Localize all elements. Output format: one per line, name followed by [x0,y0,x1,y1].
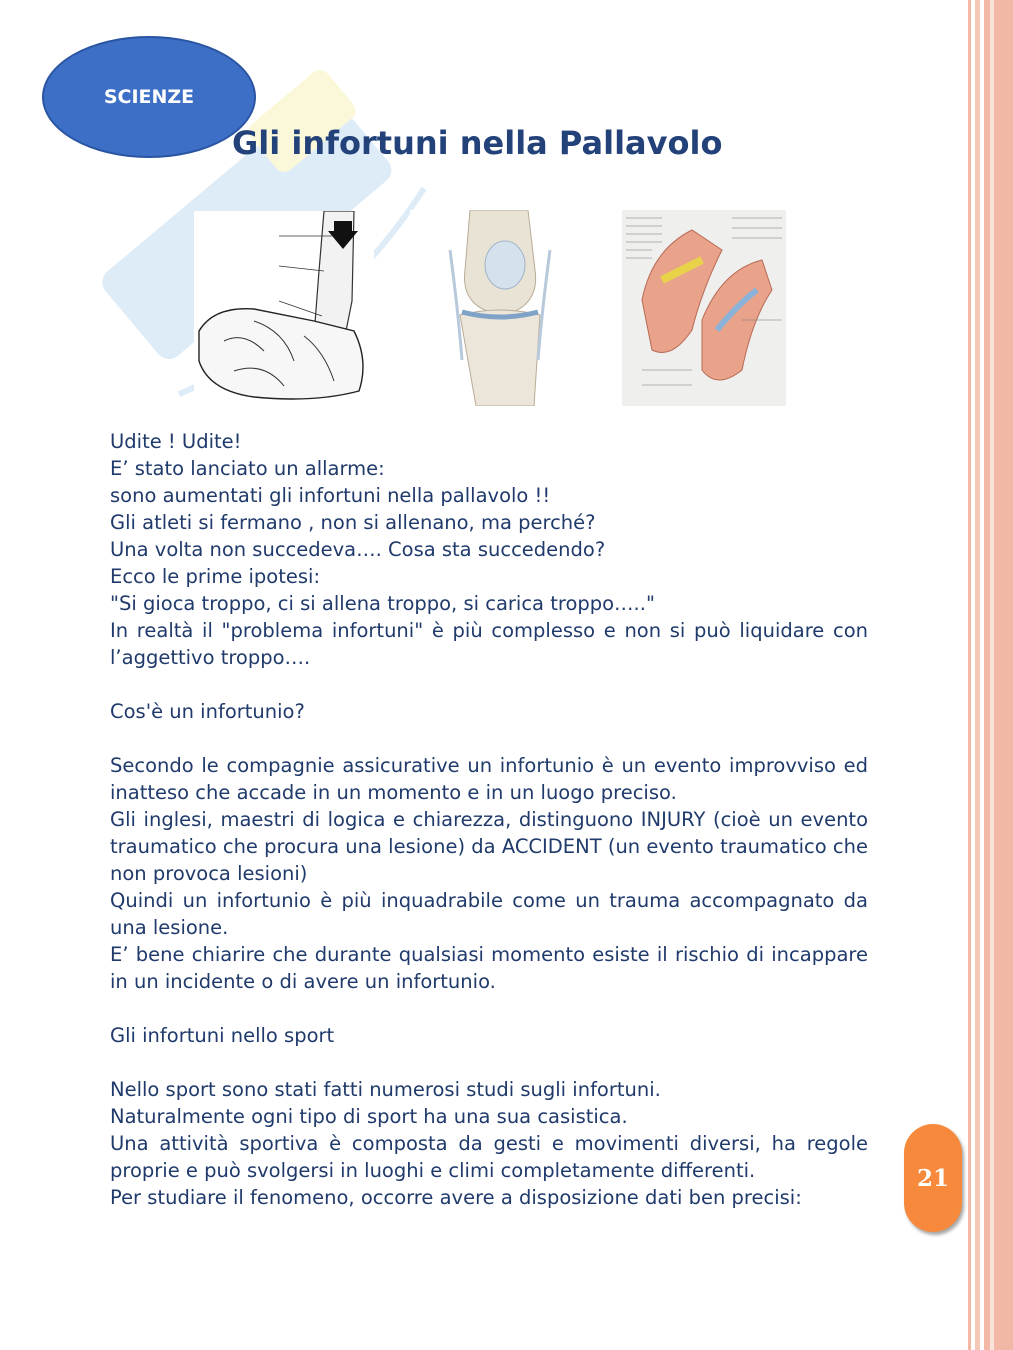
paragraph: Nello sport sono stati fatti numerosi studi sugli infortuni. [110,1078,661,1101]
page-number: 21 [916,1164,949,1192]
paragraph: In realtà il "problema infortuni" è più complesso e non si può liquidare con l’aggettivo troppo…. [110,619,868,669]
paragraph: Udite ! Udite! [110,430,242,453]
paragraph: Una volta non succedeva…. Cosa sta succedendo? [110,538,606,561]
article-body [110,428,868,1211]
page-number-badge [904,1124,962,1232]
paragraph: Naturalmente ogni tipo di sport ha una sua casistica. [110,1105,628,1128]
subject-badge [42,36,256,158]
paragraph: "Si gioca troppo, ci si allena troppo, si carica troppo….." [110,592,655,615]
section-heading: Cos'è un infortunio? [110,700,305,723]
decorative-stripe-wide [984,0,1013,1350]
paragraph: Ecco le prime ipotesi: [110,565,321,588]
page-title: Gli infortuni nella Pallavolo [232,124,723,162]
paragraph: Gli inglesi, maestri di logica e chiarezza, distinguono INJURY (cioè un evento traumatico che procura una lesione) da ACCIDENT (un evento traumatico che non provoca lesioni) [110,808,868,885]
decorative-stripe-mid [975,0,980,1350]
blank-line [110,671,868,698]
paragraph: E’ stato lanciato un allarme: [110,457,385,480]
paragraph: sono aumentati gli infortuni nella pallavolo !! [110,484,551,507]
paragraph: Gli atleti si fermano , non si allenano, ma perché? [110,511,596,534]
knee-anatomy-illustration [410,210,588,406]
ankle-ligament-illustration [194,211,374,405]
hand-anatomy-illustration [622,210,786,406]
subject-badge-label: SCIENZE [103,86,195,108]
blank-line [110,725,868,752]
section-heading: Gli infortuni nello sport [110,1024,335,1047]
blank-line [110,995,868,1022]
paragraph: Per studiare il fenomeno, occorre avere a disposizione dati ben precisi: [110,1186,802,1209]
paragraph: Quindi un infortunio è più inquadrabile come un trauma accompagnato da una lesione. [110,889,868,939]
paragraph: Secondo le compagnie assicurative un infortunio è un evento improvviso ed inatteso che accade in un momento e in un luogo preciso. [110,754,868,804]
paragraph: Una attività sportiva è composta da gesti e movimenti diversi, ha regole proprie e può svolgersi in luoghi e climi completamente differenti. [110,1132,868,1182]
blank-line [110,1049,868,1076]
decorative-stripe-thin [968,0,971,1350]
paragraph: E’ bene chiarire che durante qualsiasi momento esiste il rischio di incappare in un incidente o di avere un infortunio. [110,943,868,993]
